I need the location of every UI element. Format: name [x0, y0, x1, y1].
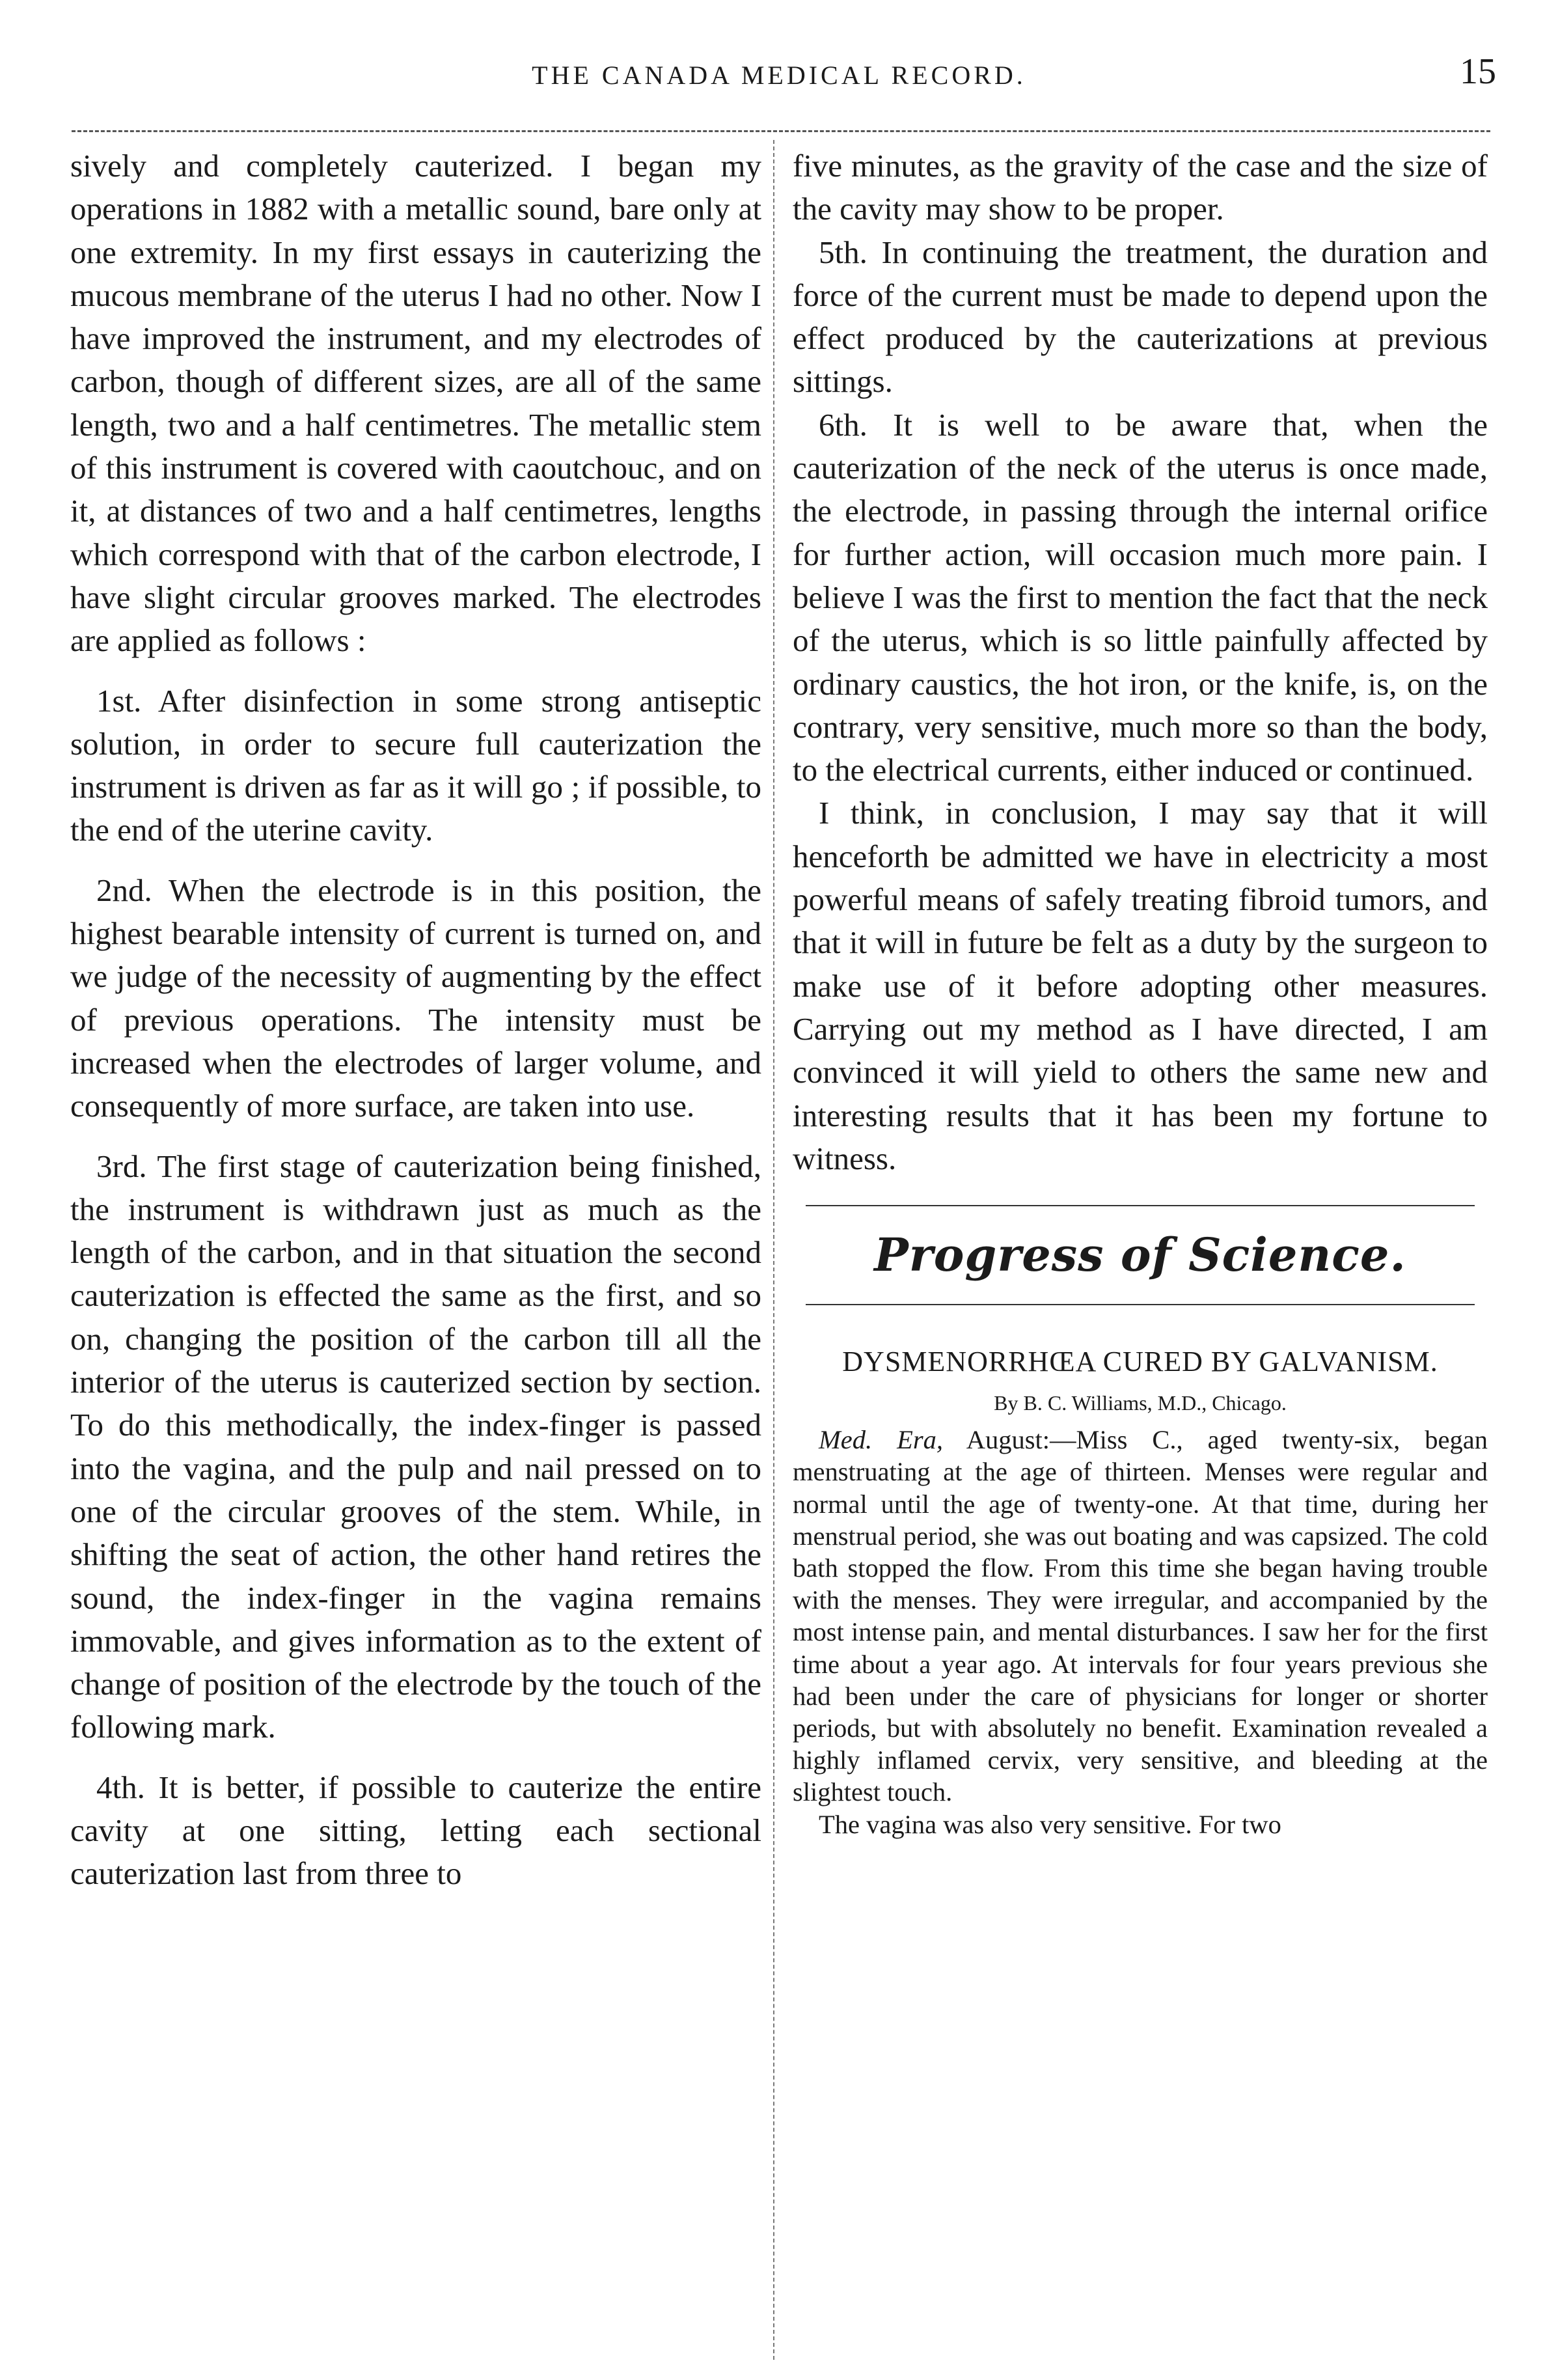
paragraph: five minutes, as the gravity of the case and the size of the cavity may show to be proper.	[793, 148, 1488, 227]
running-head	[0, 52, 1558, 98]
header-rule	[72, 130, 1490, 132]
paragraph: sively and completely cauterized. I began my operations in 1882 with a metallic sound, bare only at one extremity. In my first essays in cauterizing the mucous membrane of the uterus I had no other. Now I have improved the instrument, and my electrodes of carbon, though of different sizes, are all of the same length, two and a half centimetres. The metallic stem of this instrument is covered with caoutchouc, and on it, at distances of two and a half centimetres, lengths which correspond with that of the carbon electrode, I have slight circular grooves marked. The electrodes are applied as follows :	[70, 148, 761, 659]
left-column	[70, 145, 761, 1896]
paragraph: 6th. It is well to be aware that, when the cauterization of the neck of the uterus is once made, the electrode, in passing through the internal orifice for further action, will occasion much more pain. I believe I was the first to mention the fact that the neck of the uterus, which is so little painfully affected by ordinary caustics, the hot iron, or the knife, is, on the contrary, very sensitive, much more so than the body, to the electrical currents, either induced or continued.	[793, 406, 1488, 788]
page-number: 15	[1460, 51, 1496, 92]
article-body: The vagina was also very sensitive. For two	[819, 1809, 1281, 1839]
article-body	[793, 1424, 1488, 1808]
source-citation: Med. Era,	[819, 1425, 943, 1455]
right-column	[793, 145, 1488, 1840]
article-byline: By B. C. Williams, M.D., Chicago.	[994, 1391, 1287, 1415]
paragraph: 3rd. The first stage of cauterization being finished, the instrument is withdrawn just as much as the length of the carbon, and in that situation the second cauterization is effected the same as the first, and so on, changing the position of the carbon till all the interior of the uterus is cauterized section by section. To do this methodically, the index-finger is passed into the vagina, and the pulp and nail pressed on to one of the circular grooves of the stem. While, in shifting the seat of action, the other hand retires the sound, the index-finger in the vagina remains immovable, and gives information as to the extent of change of position of the electrode by the touch of the following mark.	[70, 1148, 761, 1745]
paragraph: 4th. It is better, if possible to cauterize the entire cavity at one sitting, letting each sectional cauterization last from three to	[70, 1769, 761, 1892]
article-body-text: August:—Miss C., aged twenty-six, began menstruating at the age of thirteen. Menses were regular and normal until the age of twenty-one. At that time, during her menstrual period, she was out boating and was capsized. The cold bath stopped the flow. From this time she began having trouble with the menses. They were irregular, and accompanied by the most intense pain, and mental disturbances. I saw her for the first time about a year ago. At intervals for four years previous she had been under the care of physicians for longer or shorter periods, but with absolutely no benefit. Examination revealed a highly inflamed cervix, very sensitive, and bleeding at the slightest touch.	[793, 1425, 1488, 1807]
column-divider	[773, 140, 774, 2360]
article-title: DYSMENORRHŒA CURED BY GALVANISM.	[842, 1346, 1438, 1378]
section-heading: Progress of Science.	[874, 1228, 1406, 1282]
paragraph: 5th. In continuing the treatment, the duration and force of the current must be made to depend upon the effect produced by the cauterizations at previous sittings.	[793, 234, 1488, 400]
paragraph: I think, in conclusion, I may say that it will henceforth be admitted we have in electricity a most powerful means of safely treating fibroid tumors, and that it will in future be felt as a duty by the surgeon to make use of it before adopting other measures. Carrying out my method as I have directed, I am convinced it will yield to others the same new and interesting results that it has been my fortune to witness.	[793, 795, 1488, 1176]
paragraph: 2nd. When the electrode is in this position, the highest bearable intensity of current is turned on, and we judge of the necessity of augmenting by the effect of previous operations. The intensity must be increased when the electrodes of larger volume, and consequently of more surface, are taken into use.	[70, 872, 761, 1124]
journal-title: THE CANADA MEDICAL RECORD.	[532, 61, 1026, 90]
section-rule-bottom	[806, 1304, 1475, 1305]
paragraph: 1st. After disinfection in some strong antiseptic solution, in order to secure full cauterization the instrument is driven as far as it will go ; if possible, to the end of the uterine cavity.	[70, 682, 761, 848]
